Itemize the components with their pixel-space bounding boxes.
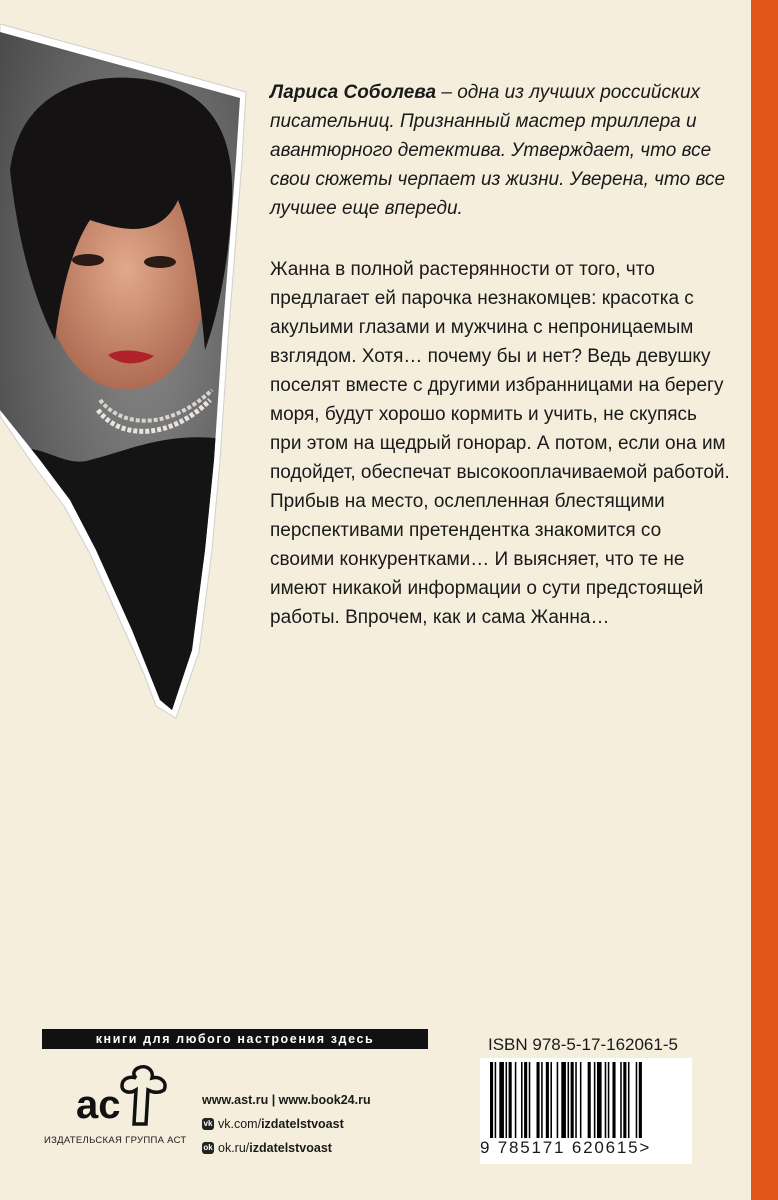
ok-link[interactable] [202, 1136, 371, 1160]
isbn-label: ISBN 978-5-17-162061-5 [488, 1035, 678, 1054]
barcode-bar [521, 1062, 523, 1138]
author-name: Лариса Соболева [270, 82, 437, 103]
vk-prefix: vk.com/ [218, 1117, 262, 1131]
barcode [480, 1058, 692, 1164]
barcode-bar [524, 1062, 527, 1138]
barcode-bar [571, 1062, 574, 1138]
barcode-bar [509, 1062, 512, 1138]
barcode-bar [639, 1062, 642, 1138]
author-photo [0, 10, 260, 725]
ast-logo [72, 1062, 172, 1132]
ok-icon: ok [203, 1143, 213, 1152]
barcode-bar [612, 1062, 615, 1138]
barcode-bar [499, 1062, 504, 1138]
publisher-name: ИЗДАТЕЛЬСКАЯ ГРУППА АСТ [44, 1135, 187, 1146]
barcode-bar [529, 1062, 531, 1138]
barcode-bar [636, 1062, 638, 1138]
logo-figure [122, 1067, 165, 1124]
barcode-bar [550, 1062, 552, 1138]
barcode-bar [546, 1062, 549, 1138]
vk-handle: izdatelstvoast [261, 1117, 344, 1131]
barcode-bar [608, 1062, 610, 1138]
logo-letters: ac [76, 1083, 121, 1127]
book-blurb: Жанна в полной растерянности от того, что предлагает ей парочка незнакомцев: красотка с акульими глазами и мужчина с непроницаемым взглядом. Хотя… почему бы и нет? Ведь девушку поселят вместе с другими избранницами на берегу моря, будут хорошо кормить и учить, не скупясь при этом на щедрый гонорар. А потом, если она им подойдет, обеспечат высокооплачиваемой работой. Прибыв на место, ослепленная блестящими перспективами претендентка знакомится со своими конкурентками… И выясняет, что те не имеют никакой информации о сути предстоящей работы. Впрочем, как и сама Жанна… [270, 259, 730, 628]
barcode-bar [561, 1062, 566, 1138]
barcode-bar [557, 1062, 559, 1138]
barcode-bar [537, 1062, 540, 1138]
barcode-bar [490, 1062, 493, 1138]
ok-prefix: ok.ru/ [218, 1141, 250, 1155]
barcode-bar [588, 1062, 591, 1138]
tagline-banner: книги для любого настроения здесь [42, 1029, 428, 1049]
barcode-bars [488, 1062, 684, 1138]
spine-stripe [751, 0, 778, 1200]
barcode-bar [495, 1062, 497, 1138]
author-bio [270, 78, 730, 223]
barcode-bar [620, 1062, 622, 1138]
barcode-bar [605, 1062, 607, 1138]
vk-icon: vk [203, 1119, 213, 1128]
publisher-links [202, 1088, 371, 1160]
barcode-bar [515, 1062, 517, 1138]
ok-handle: izdatelstvoast [249, 1141, 332, 1155]
barcode-bar [580, 1062, 582, 1138]
websites-link[interactable]: www.ast.ru | www.book24.ru [202, 1093, 371, 1107]
barcode-bar [597, 1062, 602, 1138]
barcode-bar [541, 1062, 543, 1138]
barcode-arrow: > [639, 1138, 652, 1157]
vk-link[interactable] [202, 1112, 371, 1136]
barcode-bar [506, 1062, 508, 1138]
barcode-bar [628, 1062, 630, 1138]
barcode-digits [480, 1138, 692, 1158]
barcode-bar [568, 1062, 570, 1138]
barcode-bar [594, 1062, 596, 1138]
barcode-bar [623, 1062, 626, 1138]
barcode-bar [575, 1062, 577, 1138]
barcode-number: 9 785171 620615 [480, 1138, 640, 1157]
author-bio-text: – одна из лучших российских писательниц. Признанный мастер триллера и авантюрного детектива. Утверждает, что все свои сюжеты черпает из жизни. Уверена, что все лучшее еще впереди. [270, 82, 726, 219]
